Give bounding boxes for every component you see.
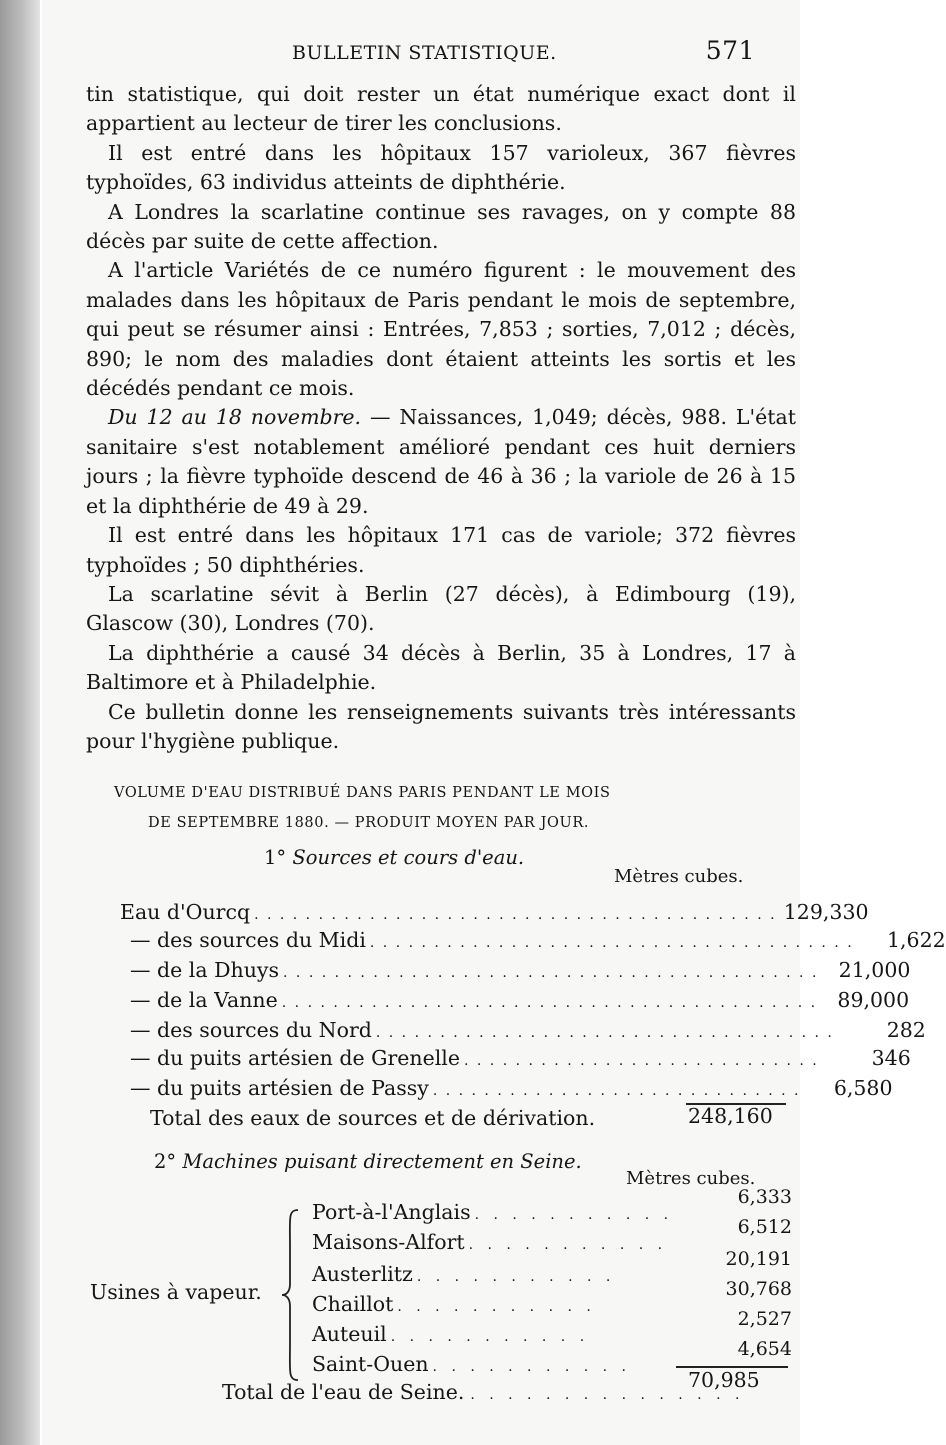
section2-title: Machines puisant directement en Seine.: [182, 1150, 582, 1173]
row-label: Maisons-Alfort: [312, 1230, 465, 1254]
machine-row: [312, 1308, 792, 1350]
section1-total-value: 248,160: [688, 1104, 773, 1128]
usines-label: Usines à vapeur.: [90, 1280, 262, 1304]
header-title: BULLETIN STATISTIQUE.: [292, 42, 557, 64]
table-row: [120, 900, 869, 928]
section1-unit: Mètres cubes.: [614, 866, 744, 887]
table-row: [130, 988, 910, 1016]
section2-unit: Mètres cubes.: [626, 1168, 756, 1189]
row-value: 1,622: [886, 928, 946, 952]
paragraph-hospitals: Il est entré dans les hôpitaux 157 varioleux, 367 fièvres typhoïdes, 63 individus atteints de diphthérie.: [86, 140, 796, 195]
leader-dots: . . . . . . . . . . . . . . . . . . . . . . . . . . . . . . . . . . . .: [375, 1025, 834, 1041]
paragraph-scarlatina: La scarlatine sévit à Berlin (27 décès), à Edimbourg (19), Glascow (30), Londres (70).: [86, 581, 796, 636]
paragraph-week: [86, 403, 796, 521]
volume-heading-month: DE SEPTEMBRE 1880.: [148, 815, 330, 831]
paragraph-continuation: tin statistique, qui doit rester un état numérique exact dont il appartient au lecteur de tirer les conclusions.: [86, 82, 796, 136]
row-label: — du puits artésien de Passy: [130, 1076, 429, 1100]
row-label: Chaillot: [312, 1292, 394, 1316]
row-value: 6,580: [833, 1076, 893, 1100]
leader-dots: . . . . . . . . . . . . . . . . . . . . . . . . . . . . .: [432, 1083, 801, 1099]
leader-dots: . . . . . . . . . . .: [397, 1299, 596, 1315]
body-text: [86, 80, 796, 756]
table-row: [130, 1046, 911, 1074]
page-number: 571: [705, 36, 755, 65]
section1-heading: [264, 846, 524, 869]
row-label: — de la Dhuys: [130, 958, 280, 982]
table-row: [130, 958, 911, 986]
section1-total-row: [150, 1106, 595, 1130]
row-value: 6,512: [737, 1216, 792, 1238]
paragraph-london-scarlatina: A Londres la scarlatine continue ses ravages, on y compte 88 décès par suite de cette affection.: [86, 199, 796, 254]
leader-dots: . . . . . . . . . . .: [416, 1269, 616, 1285]
row-value: 89,000: [837, 988, 910, 1012]
paragraph-hospital-cases: Il est entré dans les hôpitaux 171 cas de variole; 372 fièvres typhoïdes ; 50 diphthéries.: [86, 523, 796, 577]
leader-dots: . . . . . . . . . . .: [474, 1207, 674, 1223]
paragraph-diphtheria: La diphthérie a causé 34 décès à Berlin, 35 à Londres, 17 à Baltimore et à Philadelphie.: [86, 640, 796, 695]
row-value: 346: [871, 1046, 911, 1070]
row-value: 4,654: [737, 1338, 792, 1360]
row-label: — des sources du Midi: [130, 928, 366, 952]
leader-dots: . . . . . . . . . . . . . . . . . . . . . . . . . . . .: [464, 1053, 819, 1069]
table-row: [130, 928, 946, 956]
volume-heading-product: — PRODUIT MOYEN PAR JOUR.: [329, 815, 590, 831]
row-label: Eau d'Ourcq: [120, 900, 251, 924]
leader-dots: . . . . . . . . . . . . . . . . . . . . . . . . . . . . . . . . . . . . . .: [369, 935, 854, 951]
section1-title: Sources et cours d'eau.: [292, 846, 525, 869]
section2-number: 2°: [154, 1150, 177, 1173]
row-value: 2,527: [737, 1308, 792, 1330]
book-page: [42, 0, 946, 1445]
volume-heading-line2: [114, 808, 744, 838]
machine-row: [312, 1248, 792, 1290]
leader-dots: . . . . . . . . . . .: [390, 1329, 590, 1345]
paragraph-bulletin: Ce bulletin donne les renseignements suivants très intéressants pour l'hygiène publique.: [86, 699, 796, 753]
leader-dots: . . . . . . . . . . .: [432, 1359, 632, 1375]
leader-dots: . . . . . . . . . . . . . . . . . . . . . . . . . . . . . . . . . . . . . . . . . .: [283, 965, 819, 981]
week-date-label: Du 12 au 18 novembre.: [108, 405, 362, 430]
machine-row: [312, 1216, 792, 1258]
table-row: [130, 1076, 893, 1104]
row-label: Auteuil: [312, 1322, 387, 1346]
machine-row: [312, 1278, 792, 1320]
row-value: 30,768: [725, 1278, 792, 1300]
leader-dots: . . . . . . . . . . .: [468, 1237, 668, 1253]
volume-heading-line1: VOLUME D'EAU DISTRIBUÉ DANS PARIS PENDANT LE MOIS: [114, 785, 611, 801]
row-label: — de la Vanne: [130, 988, 278, 1012]
section2-total-label: Total de l'eau de Seine.: [222, 1380, 465, 1404]
row-label: Saint-Ouen: [312, 1352, 429, 1376]
row-label: — des sources du Nord: [130, 1018, 372, 1042]
section1-total-label: Total des eaux de sources et de dérivation.: [150, 1106, 596, 1130]
volume-heading: [114, 778, 744, 838]
leader-dots: . . . . . . . . . . . . . . . . . . . . . . . . . . . . . . . . . . . . . . . . . .: [281, 995, 818, 1011]
row-value: 6,333: [737, 1186, 792, 1208]
book-gutter-shadow: [0, 0, 40, 1445]
leader-dots: . . . . . . . . . . . . . . . . . . . . . . . . . . . . . . . . . . . . . . . . .: [254, 907, 777, 923]
week-text: — Naissances, 1,049; décès, 988. L'état sanitaire s'est notablement amélioré pendant ces huit derniers jours ; la fièvre typhoïde descend de 46 à 36 ; la variole de 26 à 15 et la diphthérie de 49 à 29.: [86, 405, 796, 518]
leader-dots: . . . . . . . . . . . . . . .: [470, 1387, 745, 1403]
running-header: [292, 36, 755, 65]
row-value: 282: [886, 1018, 926, 1042]
paragraph-varietes: A l'article Variétés de ce numéro figurent : le mouvement des malades dans les hôpitaux de Paris pendant le mois de septembre, qui peut se résumer ainsi : Entrées, 7,853 ; sorties, 7,012 ; décès, 890; le nom des maladies dont étaient atteints les sortis et les décédés pendant ce mois.: [86, 258, 796, 401]
row-value: 20,191: [725, 1248, 792, 1270]
row-label: Austerlitz: [312, 1262, 413, 1286]
section1-number: 1°: [264, 846, 287, 869]
row-label: — du puits artésien de Grenelle: [130, 1046, 460, 1070]
machine-row: [312, 1186, 792, 1228]
table-row: [130, 1018, 926, 1046]
section2-heading: [154, 1150, 582, 1173]
row-label: Port-à-l'Anglais: [312, 1200, 471, 1224]
brace-icon: [280, 1208, 300, 1382]
section2-total-value: 70,985: [688, 1368, 760, 1392]
row-value: 21,000: [838, 958, 911, 982]
row-value: 129,330: [783, 900, 869, 924]
